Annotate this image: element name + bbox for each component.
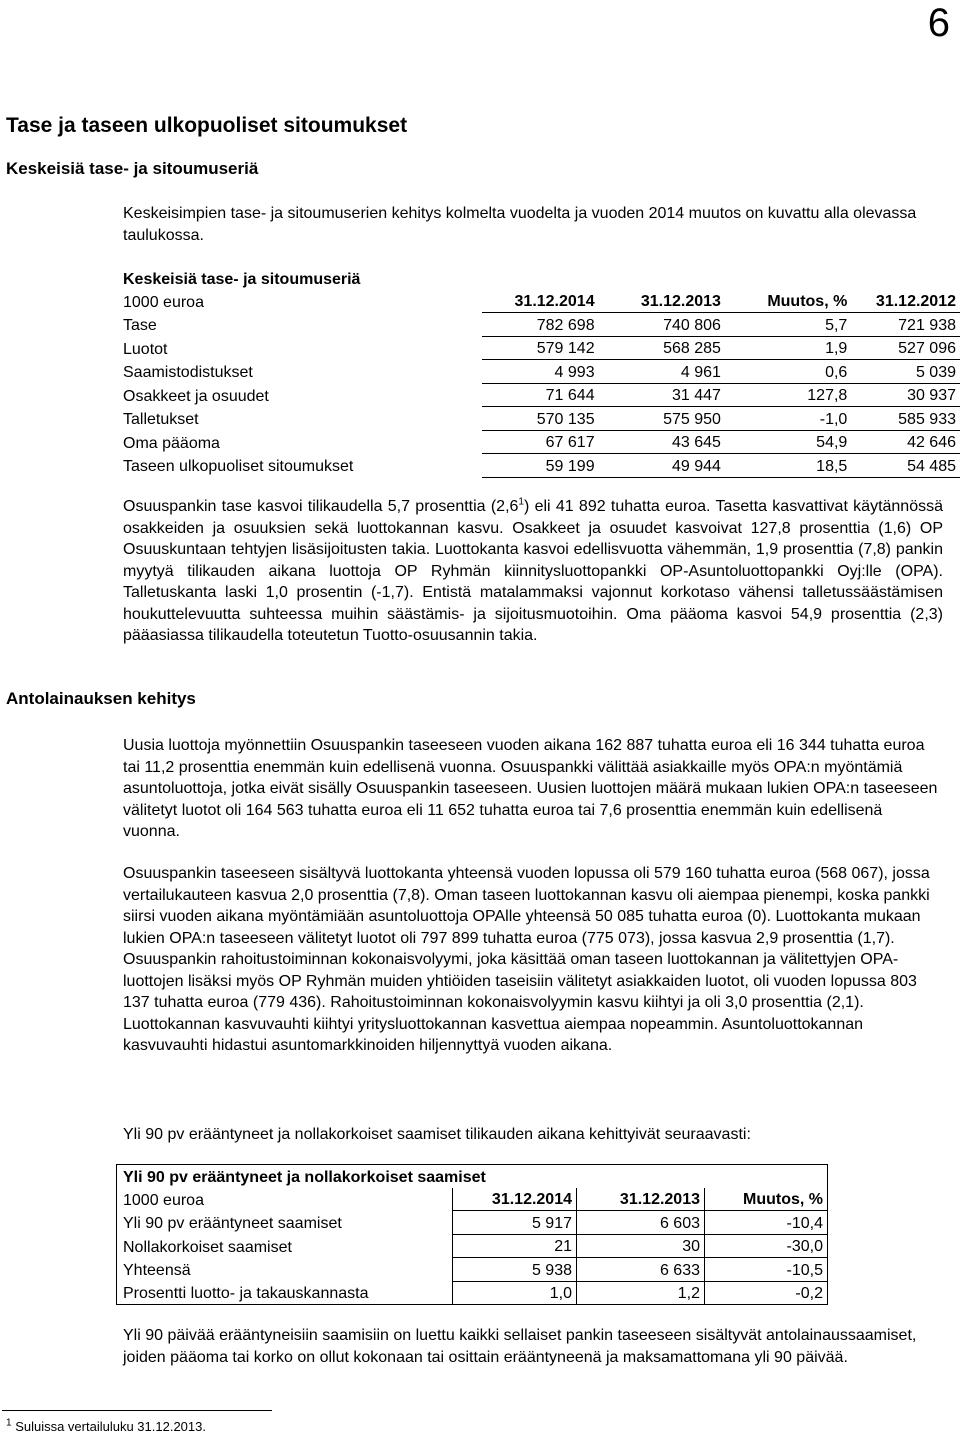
column-header: 31.12.2014 [482, 290, 599, 313]
column-header: Muutos, % [725, 290, 851, 313]
cell: -10,4 [705, 1211, 828, 1235]
page-title: Tase ja taseen ulkopuoliset sitoumukset [6, 114, 408, 137]
cell: 1,2 [577, 1281, 705, 1305]
table-row [120, 360, 960, 384]
section-heading-lending: Antolainauksen kehitys [6, 689, 196, 708]
cell: 43 645 [599, 430, 725, 454]
row-label: Nollakorkoiset saamiset [117, 1234, 453, 1258]
cell: 5 039 [851, 360, 960, 384]
unit-label: 1000 euroa [117, 1188, 453, 1211]
cell: 568 285 [599, 336, 725, 360]
cell: 54,9 [725, 430, 851, 454]
row-label: Luotot [123, 340, 168, 358]
cell: -30,0 [705, 1234, 828, 1258]
row-label: Talletukset [123, 411, 199, 428]
cell: 30 937 [851, 383, 960, 407]
row-label: Osakkeet ja osuudet [123, 387, 269, 405]
table-title-row [120, 267, 960, 290]
cell: 54 485 [851, 454, 960, 478]
footnote-reference: 1 [518, 496, 524, 508]
table-row [120, 454, 960, 478]
overdue-receivables-table [116, 1164, 828, 1305]
row-label: Tase [123, 317, 157, 334]
cell: 71 644 [482, 383, 599, 407]
cell: 527 096 [851, 336, 960, 360]
table-row [120, 430, 960, 454]
cell: 4 961 [599, 360, 725, 384]
table-row [120, 313, 960, 337]
page-number: 6 [927, 1, 950, 45]
footnote-text: Suluissa vertailuluku 31.12.2013. [15, 1419, 206, 1434]
overdue-definition-paragraph: Yli 90 päivää erääntyneisiin saamisiin on luettu kaikki sellaiset pankin taseeseen sisältyvät antolainaussaamiset, joiden pääoma tai korko on ollut kokonaan tai osittain erääntyneenä ja maksamattomana yli 90 päivää. [123, 1327, 917, 1366]
cell: 49 944 [599, 454, 725, 478]
cell: 21 [453, 1234, 577, 1258]
table-row [117, 1211, 828, 1235]
cell: 42 646 [851, 430, 960, 454]
table-header-row [117, 1188, 828, 1211]
row-label: Oma pääoma [123, 434, 220, 452]
footnote [6, 1419, 206, 1435]
table-row [117, 1258, 828, 1282]
column-header: Muutos, % [705, 1188, 828, 1211]
cell: 31 447 [599, 383, 725, 407]
cell: 570 135 [482, 407, 599, 431]
cell: 1,0 [453, 1281, 577, 1305]
cell: 5 938 [453, 1258, 577, 1282]
cell: 67 617 [482, 430, 599, 454]
balance-paragraph [123, 496, 943, 647]
cell: 782 698 [482, 313, 599, 337]
balance-text-end: ) eli 41 892 tuhatta euroa. Tasetta kasvattivat käytännössä osakkeiden ja osuuksien sekä luottokannan kasvu. Osakkeet ja osuudet kasvoivat 127,8 prosenttia (1,6) OP Osuuskuntaan tehtyjen lisäsijoitusten takia. Luottokanta kasvoi edellisvuotta vähemmän, 1,9 prosenttia (7,8) pankin myytyä tilikauden aikana luottoja OP Ryhmän kiinnitysluottopankki OP-Asuntoluottopankki Oyj:lle (OPA). Talletuskanta laski 1,0 prosentin (-1,7). Entistä matalammaksi vajonnut korkotaso vähensi talletussäästämisen houkuttelevuutta suhteessa muihin säästämis- ja sijoitusmuotoihin. Oma pääoma kasvoi 54,9 prosenttia (2,3) pääasiassa tilikaudella toteutetun Tuotto-osuusannin takia. [123, 498, 944, 644]
row-label: Saamistodistukset [123, 364, 253, 381]
column-header: 31.12.2013 [599, 290, 725, 313]
row-label: Yhteensä [117, 1258, 453, 1282]
table-title-row [117, 1165, 828, 1188]
cell: -10,5 [705, 1258, 828, 1282]
row-label: Prosentti luotto- ja takauskannasta [117, 1281, 453, 1305]
key-items-table [120, 267, 960, 478]
table-row [117, 1281, 828, 1305]
cell: -1,0 [725, 407, 851, 431]
cell: 59 199 [482, 454, 599, 478]
overdue-intro-paragraph: Yli 90 pv erääntyneet ja nollakorkoiset saamiset tilikauden aikana kehittyivät seuraavasti: [123, 1126, 751, 1143]
cell: 0,6 [725, 360, 851, 384]
cell: 5,7 [725, 313, 851, 337]
unit-label: 1000 euroa [123, 293, 204, 311]
cell: 585 933 [851, 407, 960, 431]
balance-text-start: Osuuspankin tase kasvoi tilikaudella 5,7 prosenttia (2,6 [123, 498, 519, 515]
column-header: 31.12.2014 [453, 1188, 577, 1211]
cell: 127,8 [725, 383, 851, 407]
table-row [120, 383, 960, 407]
cell: 30 [577, 1234, 705, 1258]
cell: 4 993 [482, 360, 599, 384]
cell: 5 917 [453, 1211, 577, 1235]
table-row [120, 407, 960, 431]
section-heading: Keskeisiä tase- ja sitoumuseriä [6, 159, 259, 178]
row-label: Taseen ulkopuoliset sitoumukset [123, 458, 354, 475]
cell: 740 806 [599, 313, 725, 337]
cell: 1,9 [725, 336, 851, 360]
cell: 18,5 [725, 454, 851, 478]
table-title: Yli 90 pv erääntyneet ja nollakorkoiset saamiset [123, 1168, 486, 1186]
table-row [117, 1234, 828, 1258]
intro-paragraph: Keskeisimpien tase- ja sitoumuserien kehitys kolmelta vuodelta ja vuoden 2014 muutos on kuvattu alla olevassa taulukossa. [123, 205, 917, 244]
footnote-divider [2, 1410, 272, 1411]
loan-portfolio-paragraph: Osuuspankin taseeseen sisältyvä luottokanta yhteensä vuoden lopussa oli 579 160 tuhatta euroa (568 067), jossa vertailukauteen kasvua 2,0 prosenttia (7,8). Oman taseen luottokannan kasvu oli aiempaa pienempi, koska pankki siirsi vuoden aikana myöntämiään asuntoluottoja OPAlle yhteensä 50 085 tuhatta euroa (0). Luottokanta mukaan lukien OPA:n taseeseen välitetyt luotot oli 797 899 tuhatta euroa (775 073), jossa kasvua 2,9 prosenttia (1,7). Osuuspankin rahoitustoiminnan kokonaisvolyymi, joka käsittää oman taseen luottokannan ja välitettyjen OPA-luottojen lisäksi myös OP Ryhmän muiden yhtiöiden taseisiin välitetyt asiakkaiden luotot, oli vuoden lopussa 803 137 tuhatta euroa (779 436). Rahoitustoiminnan kokonaisvolyymin kasvu kiihtyi ja oli 3,0 prosenttia (2,1). Luottokannan kasvuvauhti kiihtyi yritysluottokannan kasvettua aiempaa nopeammin. Asuntoluottokannan kasvuvauhti hidastui asuntomarkkinoiden hiljennyttyä vuoden aikana. [123, 865, 930, 1054]
cell: -0,2 [705, 1281, 828, 1305]
new-loans-paragraph: Uusia luottoja myönnettiin Osuuspankin taseeseen vuoden aikana 162 887 tuhatta euroa eli 16 344 tuhatta euroa tai 11,2 prosenttia enemmän kuin edellisenä vuonna. Osuuspankki välittää asiakkaille myös OPA:n myöntämiä asuntoluottoja, jotka eivät sisälly Osuuspankin taseeseen. Uusien luottojen määrä mukaan lukien OPA:n taseeseen välitetyt luotot oli 164 563 tuhatta euroa eli 11 652 tuhatta euroa tai 7,6 prosenttia enemmän kuin edellisenä vuonna. [123, 737, 938, 840]
table-title: Keskeisiä tase- ja sitoumuseriä [123, 270, 361, 288]
cell: 6 603 [577, 1211, 705, 1235]
column-header: 31.12.2012 [851, 290, 960, 313]
cell: 575 950 [599, 407, 725, 431]
table-row [120, 336, 960, 360]
footnote-mark: 1 [6, 1417, 12, 1429]
column-header: 31.12.2013 [577, 1188, 705, 1211]
cell: 721 938 [851, 313, 960, 337]
cell: 6 633 [577, 1258, 705, 1282]
cell: 579 142 [482, 336, 599, 360]
table-header-row [120, 290, 960, 313]
row-label: Yli 90 pv erääntyneet saamiset [117, 1211, 453, 1235]
